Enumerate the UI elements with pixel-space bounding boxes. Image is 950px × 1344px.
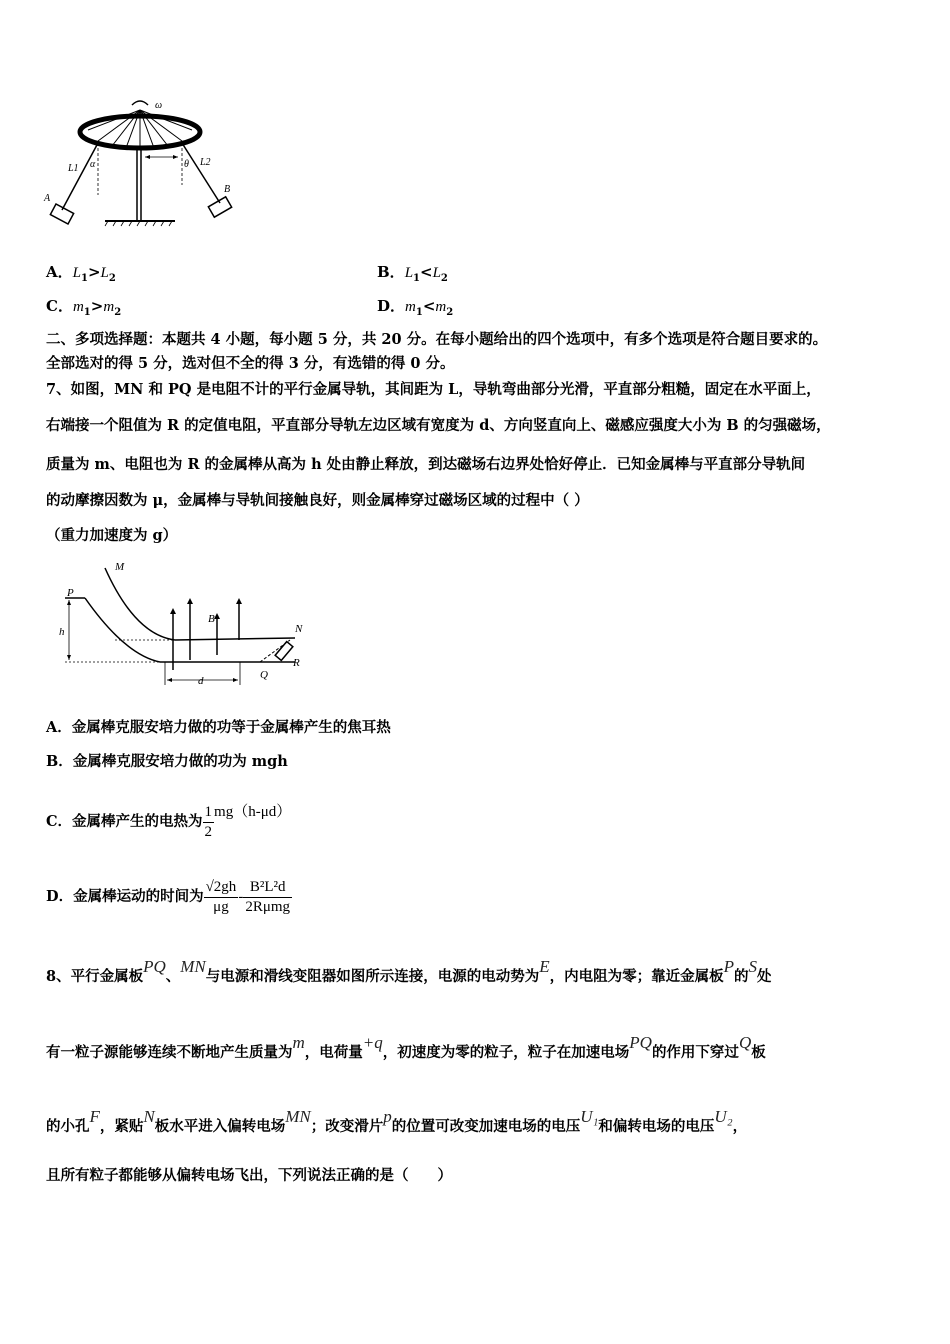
q7-line5: （重力加速度为 g）	[46, 527, 178, 544]
label-alpha: α	[90, 159, 96, 170]
rotation-arrow	[132, 101, 148, 105]
q6-option-a[interactable]: A．$L_1>L_2$	[46, 263, 116, 284]
q7-option-c[interactable]: C．金属棒产生的电热为 $\frac{1}{2}$ mg（h-μd）	[46, 803, 292, 840]
section2-line2: 全部选对的得 5 分，选对但不全的得 3 分，有选错的得 0 分。	[46, 355, 455, 372]
label-b-field: B	[208, 613, 215, 625]
q7-option-d[interactable]: D．金属棒运动的时间为 $\frac{√2gh}{\mu g}$ - $\frac{\text{B²L²d}}{\text{2Rμmg}}$	[46, 878, 291, 915]
section2-line1: 二、多项选择题：本题共 4 小题，每小题 5 分，共 20 分。在每小题给出的四个选项中，有多个选项是符合题目要求的。	[46, 331, 828, 348]
q6-option-d[interactable]: D．$m_1<m_2$	[377, 297, 454, 318]
label-n: N	[295, 623, 303, 635]
q8-line2: 有一粒子源能够连续不断地产生质量为m，电荷量+q，初速度为零的粒子，粒子在加速电场PQ的作用下穿过Q板	[46, 1033, 766, 1061]
q7-option-a[interactable]: A．金属棒克服安培力做的功等于金属棒产生的焦耳热	[46, 719, 391, 736]
label-q: Q	[260, 669, 268, 681]
omega-label: ω	[155, 100, 163, 111]
label-theta: θ	[184, 159, 189, 170]
label-m: M	[115, 561, 125, 573]
fraction-time-1: $\frac{√2gh}{\mu g}$	[205, 878, 237, 915]
q7-line2: 右端接一个阻值为 R 的定值电阻，平直部分导轨左边区域有宽度为 d、方向竖直向上、磁感应强度大小为 B 的匀强磁场，	[46, 417, 831, 434]
figure-rails-magnetic-field	[55, 560, 325, 690]
q8-line1: 8、平行金属板PQ、MN与电源和滑线变阻器如图所示连接，电源的电动势为E，内电阻为零；靠近金属板P的S处	[46, 957, 772, 985]
label-l2: L2	[200, 157, 211, 168]
q8-line4: 且所有粒子都能够从偏转电场飞出，下列说法正确的是（ ）	[46, 1167, 452, 1184]
q8-line3: 的小孔F，紧贴N板水平进入偏转电场MN；改变滑片p的位置可改变加速电场的电压U₁和偏转电场的电压U₂，	[46, 1107, 748, 1135]
string-l2	[182, 143, 220, 203]
resistor-r	[275, 642, 293, 661]
bucket-a	[50, 204, 73, 224]
figure-rotating-ring	[40, 95, 250, 235]
label-d: d	[198, 675, 204, 687]
q7-line3: 质量为 m、电阻也为 R 的金属棒从高为 h 处由静止释放，到达磁场右边界处恰好停止．已知金属棒与平直部分导轨间	[46, 456, 806, 473]
string-l1	[62, 143, 98, 210]
q7-option-b[interactable]: B．金属棒克服安培力做的功为 mgh	[46, 753, 288, 770]
label-r: R	[293, 657, 300, 669]
label-p: P	[67, 587, 74, 599]
q6-option-c[interactable]: C．$m_1>m_2$	[46, 297, 122, 318]
q6-option-b[interactable]: B．$L_1<L_2$	[377, 263, 448, 284]
label-a: A	[44, 193, 51, 204]
label-h: h	[59, 626, 65, 638]
label-l1: L1	[68, 163, 79, 174]
q7-line4: 的动摩擦因数为 μ，金属棒与导轨间接触良好，则金属棒穿过磁场区域的过程中（ ）	[46, 492, 589, 509]
q7-line1: 7、如图，MN 和 PQ 是电阻不计的平行金属导轨，其间距为 L，导轨弯曲部分光滑，平直部分粗糙，固定在水平面上，	[46, 381, 821, 398]
fraction-time-2: $\frac{\text{B²L²d}}{\text{2Rμmg}}$	[245, 878, 291, 915]
fraction-half: $\frac{1}{2}$	[204, 803, 213, 840]
label-b: B	[224, 184, 231, 195]
bucket-b	[208, 197, 231, 217]
